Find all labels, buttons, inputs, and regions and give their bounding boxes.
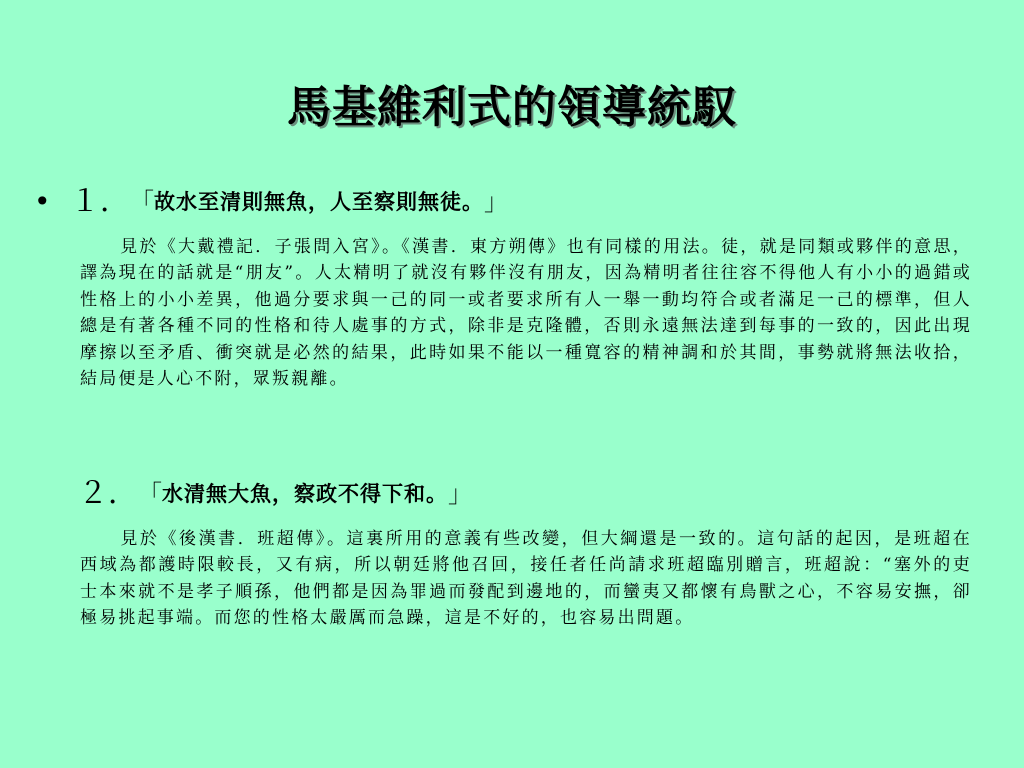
- item2-paragraph: [80, 526, 972, 632]
- item1-number: １．: [70, 184, 130, 219]
- item1-paragraph: [80, 234, 972, 392]
- item1-heading: [34, 182, 508, 222]
- item2-heading: [78, 474, 472, 514]
- item2-close-bracket: 」: [448, 480, 472, 508]
- item2-number: ２．: [78, 476, 138, 511]
- slide-title: 馬基維利式的領導統馭: [287, 82, 737, 133]
- item2-quote: 水清無大魚，察政不得下和。: [162, 481, 448, 506]
- item1-quote: 故水至清則無魚，人至察則無徒。: [154, 189, 484, 214]
- item1-open-bracket: 「: [130, 188, 154, 216]
- bullet-icon: •: [34, 185, 51, 218]
- item1-close-bracket: 」: [484, 188, 508, 216]
- item2-open-bracket: 「: [138, 480, 162, 508]
- item1-paragraph-text: 見於《大戴禮記．子張問入宮》。《漢書．東方朔傳》也有同樣的用法。徒，就是同類或夥伴的意思，譯為現在的話就是“朋友”。人太精明了就沒有夥伴沒有朋友，因為精明者往往容不得他人有小小的過錯或性格上的小小差異，他過分要求與一己的同一或者要求所有人一舉一動均符合或者滿足一己的標準，但人總是有著各種不同的性格和待人處事的方式，除非是克隆體，否則永遠無法達到每事的一致的，因此出現摩擦以至矛盾、衝突就是必然的結果，此時如果不能以一種寬容的精神調和於其間，事勢就將無法收拾，結局便是人心不附，眾叛親離。: [80, 237, 972, 390]
- item2-paragraph-text: 見於《後漢書．班超傳》。這裏所用的意義有些改變，但大綱還是一致的。這句話的起因，是班超在西域為都護時限較長，又有病，所以朝廷將他召回，接任者任尚請求班超臨別贈言，班超說：“塞外的吏士本來就不是孝子順孫，他們都是因為罪過而發配到邊地的，而蠻夷又都懷有鳥獸之心，不容易安撫，卻極易挑起事端。而您的性格太嚴厲而急躁，這是不好的，也容易出問題。: [80, 529, 972, 629]
